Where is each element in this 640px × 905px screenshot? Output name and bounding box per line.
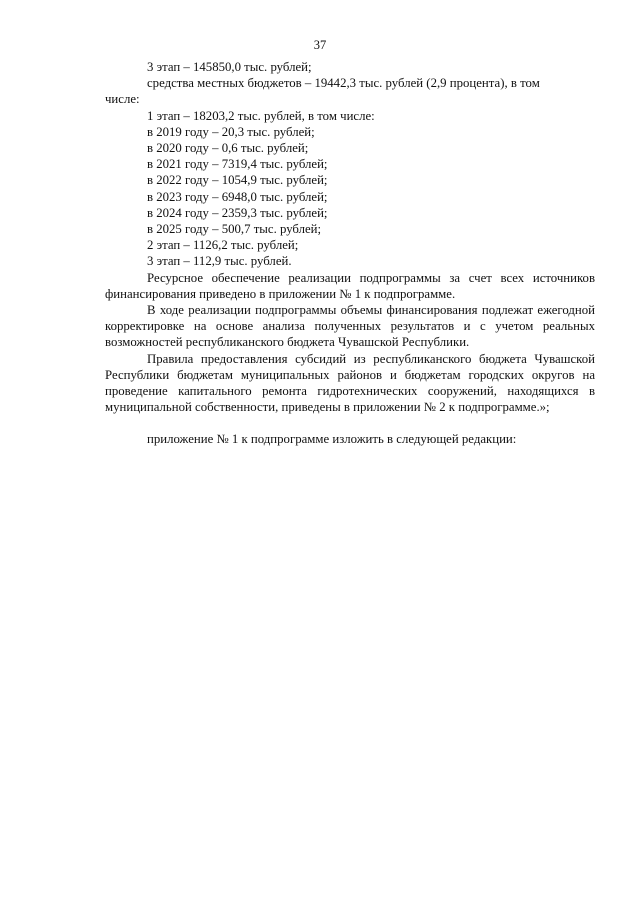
paragraph: В ходе реализации подпрограммы объемы финансирования подлежат ежегодной корректировке на основе анализа полученных результатов и с учетом реальных возможностей республиканского бюджета Чувашской Республики. bbox=[105, 303, 595, 350]
closing-paragraph: приложение № 1 к подпрограмме изложить в следующей редакции: bbox=[147, 432, 517, 447]
paragraph: Ресурсное обеспечение реализации подпрограммы за счет всех источников финансирования приведено в приложении № 1 к подпрограмме. bbox=[105, 270, 595, 301]
text-line: в 2024 году – 2359,3 тыс. рублей; bbox=[147, 205, 328, 220]
spacer bbox=[105, 415, 595, 431]
text-line: 2 этап – 1126,2 тыс. рублей; bbox=[147, 238, 299, 253]
text-line: 3 этап – 112,9 тыс. рублей. bbox=[147, 254, 292, 269]
text-line: в 2025 году – 500,7 тыс. рублей; bbox=[147, 222, 322, 237]
text-line: в 2023 году – 6948,0 тыс. рублей; bbox=[147, 189, 328, 204]
document-body bbox=[105, 59, 595, 448]
paragraph: Правила предоставления субсидий из республиканского бюджета Чувашской Республики бюджетам муниципальных районов и бюджетам городских округов на проведение капитального ремонта гидротехнических сооружений, находящихся в муниципальной собственности, приведены в приложении № 2 к подпрограмме.»; bbox=[105, 351, 595, 415]
page-number: 37 bbox=[313, 38, 327, 52]
text-line: в 2022 году – 1054,9 тыс. рублей; bbox=[147, 173, 328, 188]
text-line: средства местных бюджетов – 19442,3 тыс. рублей (2,9 процента), в том bbox=[147, 76, 540, 91]
text-line: в 2019 году – 20,3 тыс. рублей; bbox=[147, 124, 315, 139]
text-line: числе: bbox=[105, 92, 140, 107]
text-line: 3 этап – 145850,0 тыс. рублей; bbox=[147, 60, 312, 74]
text-line: в 2020 году – 0,6 тыс. рублей; bbox=[147, 141, 309, 156]
text-line: в 2021 году – 7319,4 тыс. рублей; bbox=[147, 157, 328, 172]
text-line: 1 этап – 18203,2 тыс. рублей, в том числе: bbox=[147, 108, 375, 123]
